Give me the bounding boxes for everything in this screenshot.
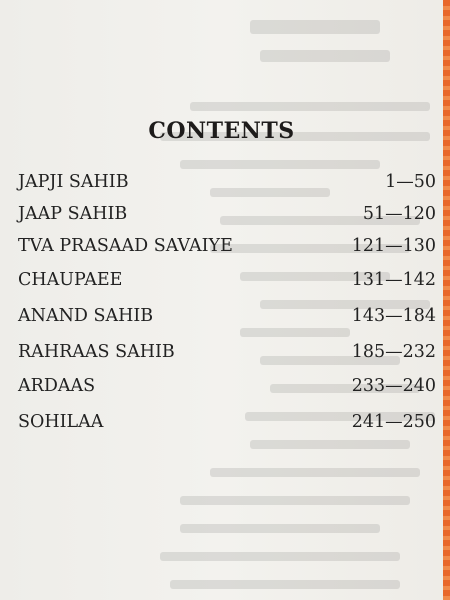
toc-entry-title: ANAND SAHIB: [18, 306, 154, 326]
toc-entry-sohilaa[interactable]: [18, 412, 436, 442]
toc-entry-ardaas[interactable]: [18, 376, 436, 406]
toc-entry-pages: 241—250: [351, 412, 436, 432]
toc-entry-pages: 121—130: [351, 236, 436, 256]
toc-entry-japji-sahib[interactable]: [18, 172, 436, 202]
toc-entry-title: JAPJI SAHIB: [18, 172, 129, 192]
toc-entry-title: ARDAAS: [18, 376, 96, 396]
toc-entry-pages: 131—142: [351, 270, 436, 290]
contents-heading: CONTENTS: [148, 118, 295, 144]
toc-entry-pages: 143—184: [351, 306, 436, 326]
toc-entry-title: SOHILAA: [18, 412, 104, 432]
toc-entry-title: JAAP SAHIB: [18, 204, 128, 224]
toc-entry-rahraas-sahib[interactable]: [18, 342, 436, 372]
toc-entry-title: CHAUPAEE: [18, 270, 123, 290]
toc-entry-chaupaee[interactable]: [18, 270, 436, 300]
toc-entry-pages: 1—50: [385, 172, 436, 192]
toc-entry-pages: 185—232: [351, 342, 436, 362]
toc-entry-tva-prasaad-savaiye[interactable]: [18, 236, 436, 266]
toc-entry-pages: 51—120: [362, 204, 436, 224]
toc-entry-pages: 233—240: [351, 376, 436, 396]
toc-entry-title: TVA PRASAAD SAVAIYE: [18, 236, 233, 256]
toc-entry-anand-sahib[interactable]: [18, 306, 436, 336]
page-edge-border: [443, 0, 450, 600]
toc-entry-jaap-sahib[interactable]: [18, 204, 436, 234]
toc-entry-title: RAHRAAS SAHIB: [18, 342, 175, 362]
